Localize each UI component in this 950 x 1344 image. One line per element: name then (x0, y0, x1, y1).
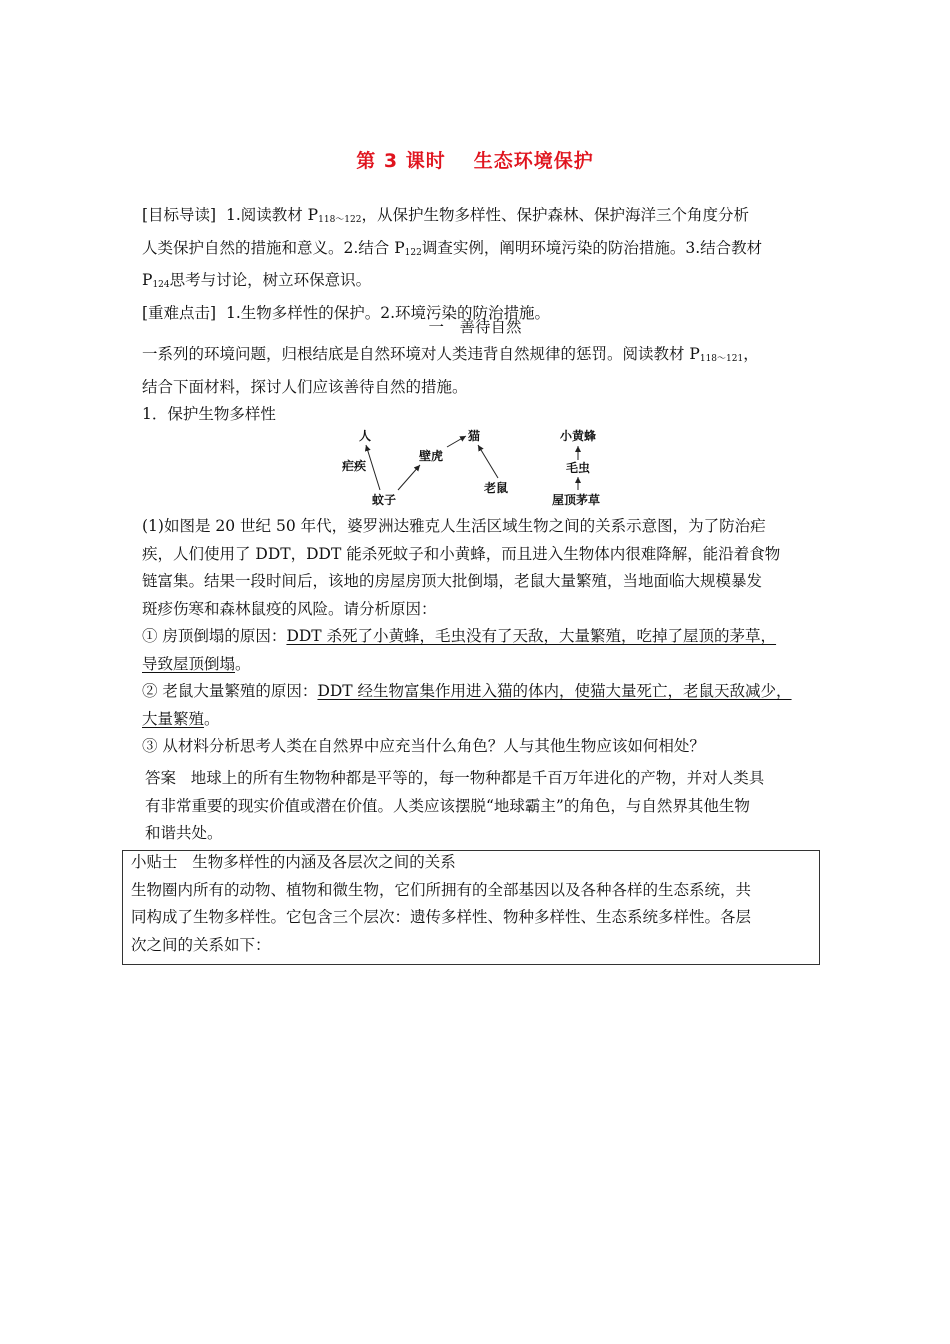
tip-box: 小贴士 生物多样性的内涵及各层次之间的关系 生物圈内所有的动物、植物和微生物，它们所拥有的全部基因以及各种各样的生态系统，共 同构成了生物多样性。它包含三个层次：遗传多样性、物种多样性、生态系统多样性。各层 次之间的关系如下： (122, 850, 820, 965)
goals-line-2: 人类保护自然的措施和意义。2.结合 $P_{122}$调查实例，阐明环境污染的防治措施。3.结合教材 (142, 238, 763, 258)
arrow-mouse-cat (478, 445, 498, 478)
goals-line-3: $P_{124}$思考与讨论，树立环保意识。 (142, 271, 372, 290)
node-mosquito: 蚊子 (372, 493, 397, 507)
node-malaria: 疟疾 (342, 459, 367, 473)
title-lesson: 第 3 课时 (356, 150, 446, 172)
point1-heading: 1．保护生物多样性 (142, 405, 276, 423)
goals-line-1: [目标导读] 1.阅读教材 $P_{118\sim 122}$，从保护生物多样性、保护森林、保护海洋三个角度分析 (142, 206, 749, 225)
goals-section (142, 202, 822, 327)
page-title (0, 146, 950, 173)
node-caterpillar: 毛虫 (566, 461, 591, 475)
node-gecko: 壁虎 (419, 449, 444, 463)
arrow-mosquito-human (366, 445, 380, 490)
arrow-gecko-cat (447, 436, 466, 447)
answer-roof: ① 房顶倒塌的原因：DDT 杀死了小黄蜂，毛虫没有了天敌，大量繁殖，吃掉了屋顶的茅草， (142, 627, 777, 645)
food-web-diagram (330, 420, 630, 512)
section-heading: 一 善待自然 (428, 318, 522, 336)
title-topic: 生态环境保护 (473, 150, 594, 172)
node-cat: 猫 (468, 429, 481, 443)
answer-label: 答案 (145, 769, 177, 787)
node-mouse: 老鼠 (484, 481, 509, 495)
answer-mouse: ② 老鼠大量繁殖的原因：DDT 经生物富集作用进入猫的体内，使猫大量死亡，老鼠天敌减少， (142, 682, 792, 700)
question-1: (1)如图是 20 世纪 50 年代，婆罗洲达雅克人生活区域生物之间的关系示意图，为了防治疟 疾，人们使用了 DDT，DDT 能杀死蚊子和小黄蜂，而且进入生物体内很难降解，能沿着食物 链富集。结果一段时间后，该地的房屋房顶大批倒塌，老鼠大量繁殖，当地面临大规模暴发 斑疹伤寒和森林鼠疫的风险。请分析原因： ① 房顶倒塌的原因：DDT 杀死了小黄蜂，毛虫没有了天敌，大量繁殖，吃掉了屋顶的茅草， 导致屋顶倒塌。 ② 老鼠大量繁殖的原因：DDT 经生物富集作用进入猫的体内，使猫大量死亡，老鼠天敌减少， 大量繁殖。 ③ 从材料分析思考人类在自然界中应充当什么角色？人与其他生物应该如何相处？ (142, 513, 822, 761)
arrow-mosquito-gecko (398, 465, 420, 490)
question-role: ③ 从材料分析思考人类在自然界中应充当什么角色？人与其他生物应该如何相处？ (142, 737, 705, 755)
node-human: 人 (359, 429, 372, 443)
goals-label: [目标导读] (142, 206, 217, 224)
intro-paragraph: 一系列的环境问题，归根结底是自然环境对人类违背自然规律的惩罚。阅读教材 $P_{118\sim 121}$， 结合下面材料，探讨人们应该善待自然的措施。 1．保护生物多样性 (142, 341, 822, 429)
node-wasp: 小黄蜂 (560, 429, 597, 443)
tip-label: 小贴士 (131, 853, 178, 871)
answer-block: 答案 地球上的所有生物物种都是平等的，每一物种都是千百万年进化的产物，并对人类具 有非常重要的现实价值或潜在价值。人类应该摆脱“地球霸主”的角色，与自然界其他生物 和谐共处。 (145, 769, 765, 842)
key-points-line: [重难点击] 1.生物多样性的保护。2.环境污染的防治措施。 (142, 303, 551, 322)
node-roof: 屋顶茅草 (552, 493, 601, 507)
tip-heading: 小贴士 生物多样性的内涵及各层次之间的关系 (131, 853, 456, 871)
key-points-label: [重难点击] (142, 303, 217, 322)
